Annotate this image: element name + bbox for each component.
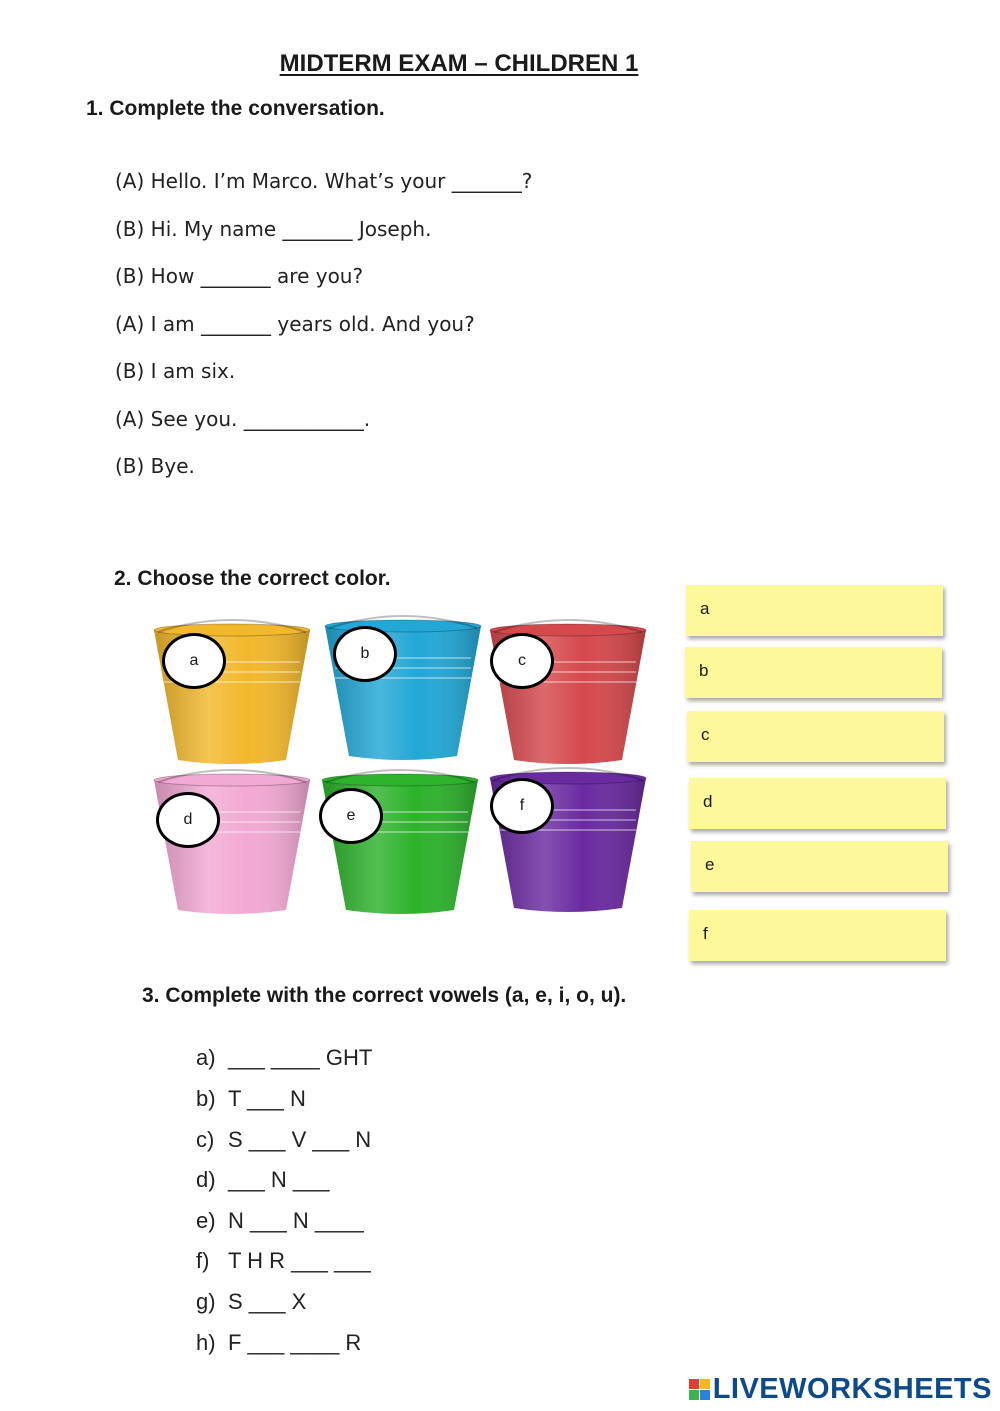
vowel-item-text: N ___ N ____ [228, 1208, 364, 1233]
answer-box-f[interactable] [689, 910, 946, 961]
vowel-item-text: S ___ X [228, 1289, 307, 1314]
vowel-item-text: F ___ ____ R [228, 1330, 362, 1355]
vowel-item [196, 1289, 306, 1315]
vowel-item [196, 1127, 371, 1153]
answer-box-label: f [703, 924, 708, 943]
vowel-item-label: g) [196, 1289, 216, 1314]
bucket-label-e [319, 788, 383, 844]
page-title: MIDTERM EXAM – CHILDREN 1 [279, 50, 639, 77]
section-1-heading: 1. Complete the conversation. [86, 97, 385, 120]
answer-box-d[interactable] [689, 778, 946, 829]
vowel-item [196, 1208, 364, 1234]
vowel-item [196, 1167, 330, 1193]
vowel-item [196, 1248, 371, 1274]
vowel-item-label: e) [196, 1208, 216, 1233]
answer-box-label: b [699, 661, 709, 680]
conversation-line: (B) Bye. [115, 454, 195, 478]
answer-box-label: e [705, 855, 715, 874]
vowel-item-label: b) [196, 1086, 216, 1111]
section-2-heading: 2. Choose the correct color. [114, 567, 391, 590]
vowel-item-label: a) [196, 1045, 216, 1070]
bucket-label-text: d [183, 811, 193, 828]
vowel-item [196, 1086, 306, 1112]
vowel-item-text: T H R ___ ___ [228, 1248, 371, 1273]
bucket-label-text: a [189, 652, 199, 669]
vowel-item-text: ___ ____ GHT [228, 1045, 373, 1070]
conversation-line: (A) See you. ____________. [115, 407, 371, 431]
vowel-item-label: d) [196, 1167, 216, 1192]
answer-box-label: c [701, 725, 710, 744]
conversation-line: (A) I am _______ years old. And you? [115, 312, 475, 336]
section-3-heading: 3. Complete with the correct vowels (a, e, i, o, u). [142, 984, 627, 1007]
vowel-item-text: ___ N ___ [228, 1167, 330, 1192]
answer-box-c[interactable] [687, 711, 944, 762]
bucket-label-b [333, 626, 397, 682]
conversation-line: (B) I am six. [115, 359, 236, 383]
bucket-label-d [156, 792, 220, 848]
vowel-item-text: T ___ N [228, 1086, 306, 1111]
conversation-line: (B) Hi. My name _______ Joseph. [115, 217, 432, 241]
bucket-label-f [490, 778, 554, 834]
vowel-item-label: f) [196, 1248, 210, 1273]
vowel-item-label: c) [196, 1127, 215, 1152]
vowel-item-text: S ___ V ___ N [228, 1127, 372, 1152]
logo-text: LIVEWORKSHEETS [712, 1373, 992, 1405]
answer-box-a[interactable] [686, 585, 943, 636]
liveworksheets-logo [689, 1373, 992, 1406]
bucket-label-text: c [518, 652, 526, 669]
bucket-label-text: b [360, 645, 370, 662]
bucket-label-c [490, 633, 554, 689]
liveworksheets-logo-icon [689, 1379, 710, 1400]
vowel-item [196, 1330, 361, 1356]
answer-box-e[interactable] [691, 841, 948, 892]
answer-box-label: d [703, 792, 713, 811]
bucket-label-text: e [346, 807, 356, 824]
bucket-label-text: f [519, 797, 525, 814]
answer-box-label: a [700, 599, 710, 618]
conversation-line: (B) How _______ are you? [115, 264, 364, 288]
vowel-item-label: h) [196, 1330, 216, 1355]
conversation-line: (A) Hello. I’m Marco. What’s your _______? [115, 169, 533, 193]
bucket-label-a [162, 633, 226, 689]
vowel-item [196, 1045, 372, 1071]
answer-box-b[interactable] [685, 647, 942, 698]
